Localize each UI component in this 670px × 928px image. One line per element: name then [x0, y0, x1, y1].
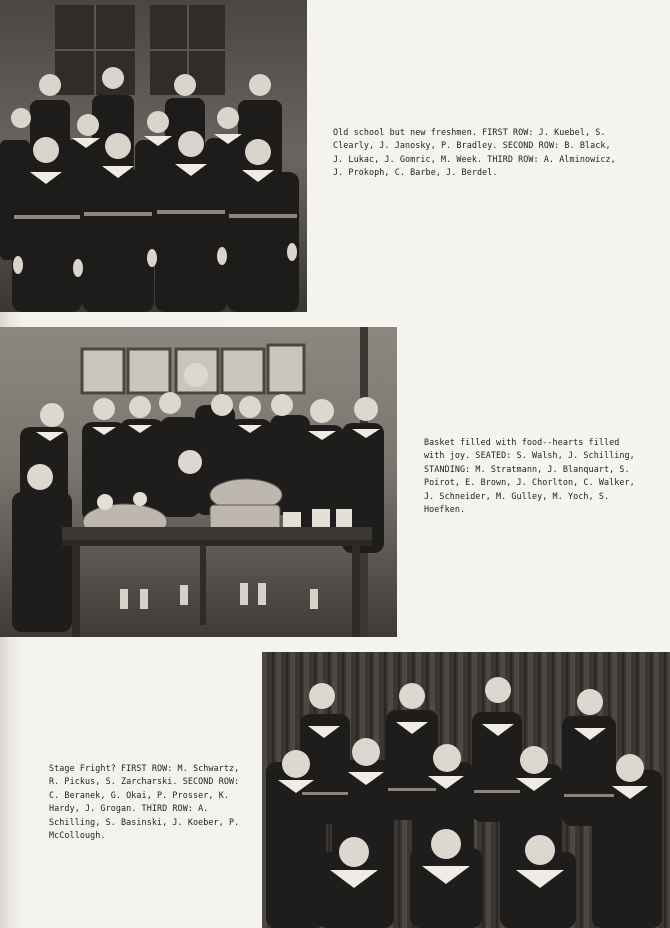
- stage-fright-photo: [262, 652, 670, 928]
- stage-fright-caption: Stage Fright? FIRST ROW: M. Schwartz, R. Pickus, S. Zarcharski. SECOND ROW: C. Beranek, G. Okai, P. Prosser, K. Hardy, J. Grogan. THIRD ROW: A. Schilling, S. Basinski, J. Koeber, P. McCollough.: [49, 763, 240, 841]
- freshmen-group-photo: [0, 0, 307, 312]
- freshmen-caption: Old school but new freshmen. FIRST ROW: J. Kuebel, S. Clearly, J. Janosky, P. Bradley. SECOND ROW: B. Black, J. Lukac, J. Gomric, M. Week. THIRD ROW: A. Alminowicz, J. Prokoph, C. Barbe, J. Berdel.: [333, 127, 616, 178]
- food-basket-photo: [0, 327, 397, 637]
- baskets-caption: Basket filled with food--hearts filled with joy. SEATED: S. Walsh, J. Schilling, STANDING: M. Stratmann, J. Blanquart, S. Poirot, E. Brown, J. Chorlton, C. Walker, J. Schneider, M. Gulley, M. Yoch, S. Hoefken.: [424, 437, 635, 515]
